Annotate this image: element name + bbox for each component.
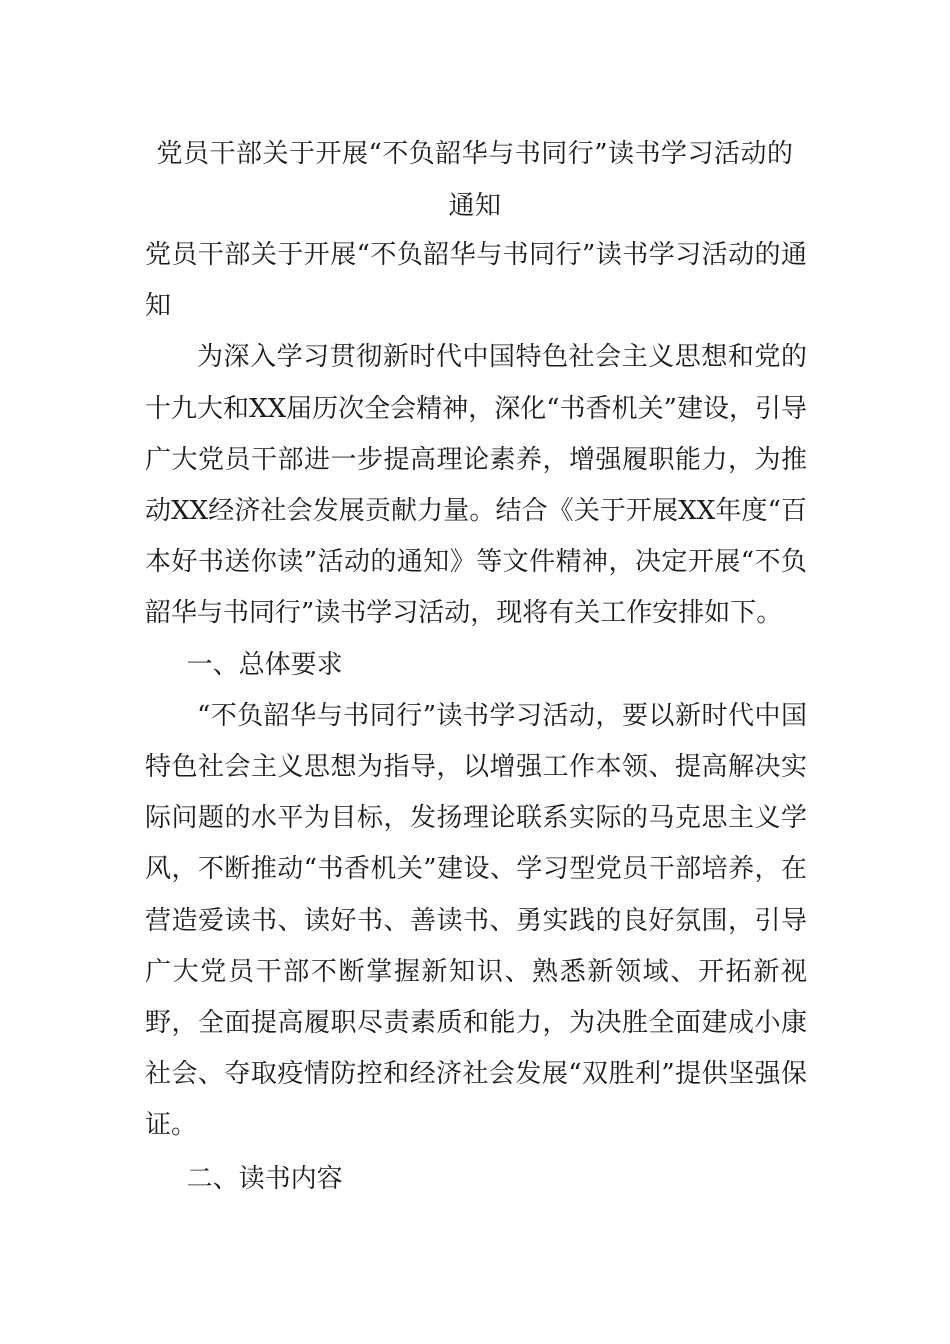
document-title: 党员干部关于开展“不负韶华与书同行”读书学习活动的通知 [156, 139, 794, 221]
document-body [145, 230, 807, 1205]
repeated-title: 党员干部关于开展“不负韶华与书同行”读书学习活动的通知 [145, 240, 807, 322]
section-heading-reading-content: 二、读书内容 [186, 1163, 343, 1194]
intro-paragraph: 为深入学习贯彻新时代中国特色社会主义思想和党的十九大和XX届历次全会精神，深化“书香机关”建设，引导广大党员干部进一步提高理论素养，增强履职能力，为推动XX经济社会发展贡献力量。结合《关于开展XX年度“百本好书送你读”活动的通知》等文件精神，决定开展“不负韶华与书同行”读书学习活动，现将有关工作安排如下。 [145, 342, 807, 629]
section-body-general-requirements: “不负韶华与书同行”读书学习活动，要以新时代中国特色社会主义思想为指导，以增强工作本领、提高解决实际问题的水平为目标，发扬理论联系实际的马克思主义学风，不断推动“书香机关”建设、学习型党员干部培养，在营造爱读书、读好书、善读书、勇实践的良好氛围，引导广大党员干部不断掌握新知识、熟悉新领域、开拓新视野，全面提高履职尽责素质和能力，为决胜全面建成小康社会、夺取疫情防控和经济社会发展“双胜利”提供坚强保证。 [145, 700, 807, 1141]
section-heading-general-requirements: 一、总体要求 [186, 649, 343, 680]
